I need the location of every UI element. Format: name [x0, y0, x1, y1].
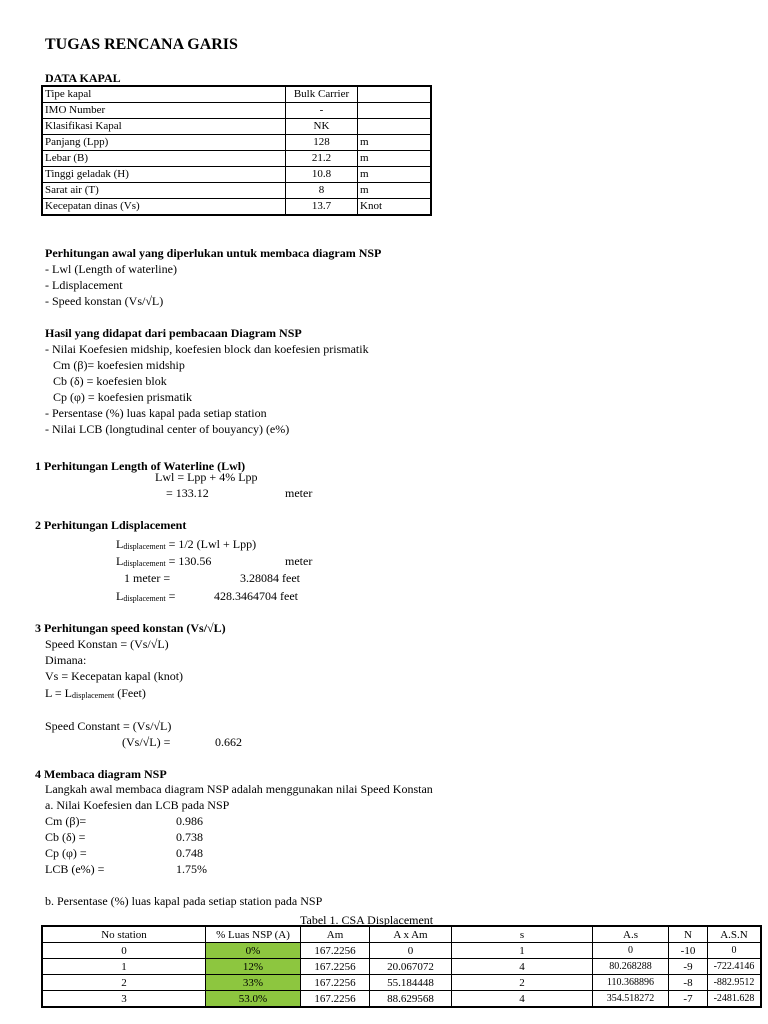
data-kapal-unit: m	[358, 135, 432, 151]
csa-row	[42, 943, 761, 959]
csa-cell: 167.2256	[301, 991, 370, 1008]
data-kapal-row	[42, 167, 431, 183]
csa-cell: 167.2256	[301, 943, 370, 959]
conv-label: 1 meter =	[124, 571, 171, 585]
csa-cell: 1	[42, 959, 206, 975]
awal-item: - Ldisplacement	[45, 278, 123, 292]
page-title: TUGAS RENCANA GARIS	[45, 36, 238, 53]
nsp-a-heading: a. Nilai Koefesien dan LCB pada NSP	[45, 798, 230, 812]
data-kapal-value: 13.7	[286, 199, 358, 216]
coef-label: Cb (δ) =	[45, 830, 86, 844]
data-kapal-unit	[358, 86, 432, 103]
csa-header: A.S.N	[708, 926, 762, 943]
csa-header: N	[669, 926, 708, 943]
coef-value: 0.738	[176, 830, 203, 844]
data-kapal-unit: m	[358, 167, 432, 183]
csa-cell: 354.518272	[593, 991, 669, 1008]
ldisp-unit: meter	[285, 554, 313, 568]
csa-table-caption: Tabel 1. CSA Displacement	[300, 913, 434, 927]
lwl-unit: meter	[285, 486, 313, 500]
speed-constant-line: Speed Constant = (Vs/√L)	[45, 719, 172, 733]
csa-cell: 167.2256	[301, 975, 370, 991]
hasil-item: Cm (β)= koefesien midship	[53, 358, 185, 372]
data-kapal-row	[42, 86, 431, 103]
csa-header: Am	[301, 926, 370, 943]
data-kapal-unit	[358, 119, 432, 135]
hasil-item: - Persentase (%) luas kapal pada setiap station	[45, 406, 267, 420]
data-kapal-table	[41, 85, 432, 216]
csa-cell: 0	[370, 943, 452, 959]
csa-cell: 110.368896	[593, 975, 669, 991]
conv-value: 3.28084 feet	[240, 571, 300, 585]
csa-cell: -2481.628	[708, 991, 762, 1008]
data-kapal-label: Sarat air (T)	[42, 183, 286, 199]
dimana-line: Dimana:	[45, 653, 87, 667]
csa-header: No station	[42, 926, 206, 943]
awal-heading: Perhitungan awal yang diperlukan untuk membaca diagram NSP	[45, 246, 382, 260]
csa-cell: 55.184448	[370, 975, 452, 991]
csa-cell: -8	[669, 975, 708, 991]
csa-table	[41, 925, 762, 1008]
data-kapal-row	[42, 183, 431, 199]
data-kapal-value: Bulk Carrier	[286, 86, 358, 103]
csa-cell: 0	[42, 943, 206, 959]
csa-cell: 2	[42, 975, 206, 991]
csa-cell: -882.9512	[708, 975, 762, 991]
data-kapal-row	[42, 103, 431, 119]
data-kapal-heading: DATA KAPAL	[45, 71, 121, 85]
speed-constant-value: 0.662	[215, 735, 242, 749]
data-kapal-value: 10.8	[286, 167, 358, 183]
nsp-b-heading: b. Persentase (%) luas kapal pada setiap station pada NSP	[45, 894, 323, 908]
csa-cell: 0	[708, 943, 762, 959]
section-1-heading: 1 Perhitungan Length of Waterline (Lwl)	[35, 459, 246, 473]
csa-cell: -7	[669, 991, 708, 1008]
data-kapal-unit: Knot	[358, 199, 432, 216]
ldisp-formula-1: Ldisplacement = 1/2 (Lwl + Lpp)	[116, 537, 257, 551]
csa-cell: 167.2256	[301, 959, 370, 975]
data-kapal-row	[42, 135, 431, 151]
csa-cell: 4	[452, 959, 593, 975]
data-kapal-label: Lebar (B)	[42, 151, 286, 167]
csa-row	[42, 991, 761, 1008]
csa-cell: 4	[452, 991, 593, 1008]
csa-cell: 88.629568	[370, 991, 452, 1008]
vs-line: Vs = Kecepatan kapal (knot)	[45, 669, 184, 683]
data-kapal-label: Panjang (Lpp)	[42, 135, 286, 151]
data-kapal-unit: m	[358, 151, 432, 167]
l-line: L = Ldisplacement (Feet)	[45, 686, 146, 700]
data-kapal-label: Tinggi geladak (H)	[42, 167, 286, 183]
coef-value: 0.748	[176, 846, 203, 860]
csa-header: % Luas NSP (A)	[206, 926, 301, 943]
coef-label: Cm (β)=	[45, 814, 87, 828]
hasil-item: - Nilai LCB (longtudinal center of bouyancy) (e%)	[45, 422, 290, 436]
data-kapal-label: Kecepatan dinas (Vs)	[42, 199, 286, 216]
data-kapal-value: NK	[286, 119, 358, 135]
data-kapal-value: 8	[286, 183, 358, 199]
csa-cell: -9	[669, 959, 708, 975]
ldisp-formula-2: Ldisplacement = 130.56	[116, 554, 212, 568]
section-2-heading: 2 Perhitungan Ldisplacement	[35, 518, 187, 532]
data-kapal-row	[42, 151, 431, 167]
csa-row	[42, 959, 761, 975]
csa-cell: 80.268288	[593, 959, 669, 975]
data-kapal-value: -	[286, 103, 358, 119]
data-kapal-unit: m	[358, 183, 432, 199]
csa-row	[42, 975, 761, 991]
data-kapal-unit	[358, 103, 432, 119]
data-kapal-label: IMO Number	[42, 103, 286, 119]
csa-header: A.s	[593, 926, 669, 943]
coef-label: LCB (e%) =	[45, 862, 105, 876]
coef-label: Cp (φ) =	[45, 846, 87, 860]
csa-cell: 2	[452, 975, 593, 991]
csa-cell: 12%	[206, 959, 301, 975]
hasil-heading: Hasil yang didapat dari pembacaan Diagram NSP	[45, 326, 302, 340]
csa-cell: 1	[452, 943, 593, 959]
speed-konstan-line: Speed Konstan = (Vs/√L)	[45, 637, 169, 651]
awal-item: - Lwl (Length of waterline)	[45, 262, 177, 276]
nsp-intro: Langkah awal membaca diagram NSP adalah menggunakan nilai Speed Konstan	[45, 782, 433, 796]
coef-value: 0.986	[176, 814, 203, 828]
csa-cell: -10	[669, 943, 708, 959]
lwl-result: = 133.12	[166, 486, 209, 500]
data-kapal-label: Klasifikasi Kapal	[42, 119, 286, 135]
csa-cell: 0%	[206, 943, 301, 959]
lwl-formula: Lwl = Lpp + 4% Lpp	[155, 470, 258, 484]
coef-value: 1.75%	[176, 862, 207, 876]
csa-cell: 33%	[206, 975, 301, 991]
data-kapal-row	[42, 119, 431, 135]
csa-cell: -722.4146	[708, 959, 762, 975]
section-4-heading: 4 Membaca diagram NSP	[35, 767, 167, 781]
csa-cell: 53.0%	[206, 991, 301, 1008]
csa-cell: 3	[42, 991, 206, 1008]
csa-header: s	[452, 926, 593, 943]
csa-cell: 0	[593, 943, 669, 959]
data-kapal-value: 128	[286, 135, 358, 151]
speed-constant-label: (Vs/√L) =	[122, 735, 171, 749]
data-kapal-row	[42, 199, 431, 216]
hasil-item: Cp (φ) = koefesien prismatik	[53, 390, 192, 404]
hasil-item: - Nilai Koefesien midship, koefesien block dan koefesien prismatik	[45, 342, 369, 356]
csa-header: A x Am	[370, 926, 452, 943]
csa-cell: 20.067072	[370, 959, 452, 975]
section-3-heading: 3 Perhitungan speed konstan (Vs/√L)	[35, 621, 226, 635]
ldisp-feet-value: 428.3464704 feet	[214, 589, 298, 603]
hasil-item: Cb (δ) = koefesien blok	[53, 374, 167, 388]
data-kapal-value: 21.2	[286, 151, 358, 167]
ldisp-feet-label: Ldisplacement =	[116, 589, 176, 603]
data-kapal-label: Tipe kapal	[42, 86, 286, 103]
awal-item: - Speed konstan (Vs/√L)	[45, 294, 164, 308]
